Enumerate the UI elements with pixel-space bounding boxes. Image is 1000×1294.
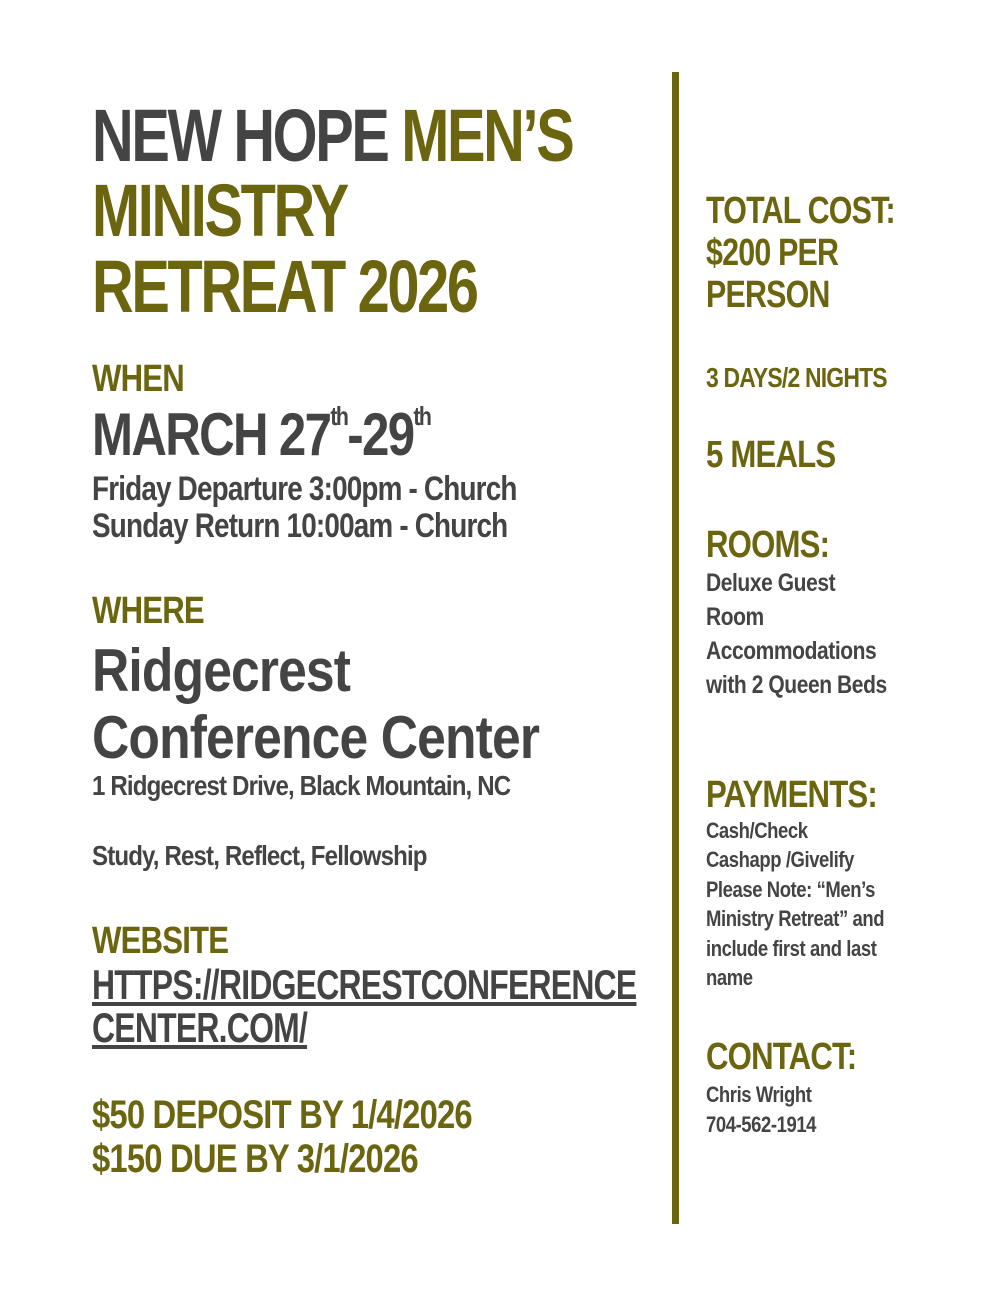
rooms-line: with 2 Queen Beds — [706, 671, 887, 699]
page-title-line2: MINISTRY — [92, 169, 347, 252]
meals: 5 MEALS — [706, 434, 836, 476]
balance-due: $150 DUE BY 3/1/2026 — [92, 1137, 418, 1181]
payments-line: name — [706, 965, 753, 990]
payments-line: Please Note: “Men’s — [706, 877, 876, 902]
payments-label: PAYMENTS: — [706, 774, 877, 816]
event-dates — [92, 400, 430, 469]
rooms-line: Room — [706, 603, 764, 631]
deposit-due: $50 DEPOSIT BY 1/4/2026 — [92, 1093, 472, 1137]
when-label: WHEN — [92, 358, 184, 400]
total-cost-amount: $200 PER — [706, 232, 839, 274]
contact-phone: 704-562-1914 — [706, 1112, 817, 1137]
date-start: MARCH 27 — [92, 401, 331, 468]
venue-name-line1: Ridgecrest — [92, 637, 351, 704]
rooms-label: ROOMS: — [706, 524, 830, 566]
rooms-line: Accommodations — [706, 637, 877, 665]
date-end: -29 — [347, 401, 414, 468]
total-cost-unit: PERSON — [706, 274, 830, 316]
tagline: Study, Rest, Reflect, Fellowship — [92, 840, 427, 871]
website-link-line1[interactable]: HTTPS://RIDGECRESTCONFERENCE — [92, 961, 637, 1008]
website-link-line2[interactable]: CENTER.COM/ — [92, 1004, 308, 1051]
venue-name-line2: Conference Center — [92, 704, 540, 771]
return-time: Sunday Return 10:00am - Church — [92, 507, 508, 545]
payments-line: Cashapp /Givelify — [706, 847, 854, 872]
title-new-hope: NEW HOPE — [92, 94, 402, 177]
where-label: WHERE — [92, 590, 204, 632]
title-mens: MEN’S — [401, 94, 573, 177]
payments-line: Cash/Check — [706, 818, 808, 843]
contact-name: Chris Wright — [706, 1082, 812, 1107]
page-title-line1 — [92, 94, 573, 177]
duration: 3 DAYS/2 NIGHTS — [706, 362, 887, 393]
payments-line: Ministry Retreat” and — [706, 906, 885, 931]
venue-address: 1 Ridgecrest Drive, Black Mountain, NC — [92, 770, 511, 801]
rooms-line: Deluxe Guest — [706, 569, 836, 597]
page-title-line3: RETREAT 2026 — [92, 245, 477, 328]
website-label: WEBSITE — [92, 920, 229, 962]
total-cost-label: TOTAL COST: — [706, 190, 895, 232]
departure-time: Friday Departure 3:00pm - Church — [92, 470, 517, 508]
date-start-suffix: th — [330, 401, 348, 431]
date-end-suffix: th — [413, 401, 431, 431]
contact-label: CONTACT: — [706, 1036, 857, 1078]
payments-line: include first and last — [706, 936, 877, 961]
vertical-divider — [672, 72, 679, 1224]
